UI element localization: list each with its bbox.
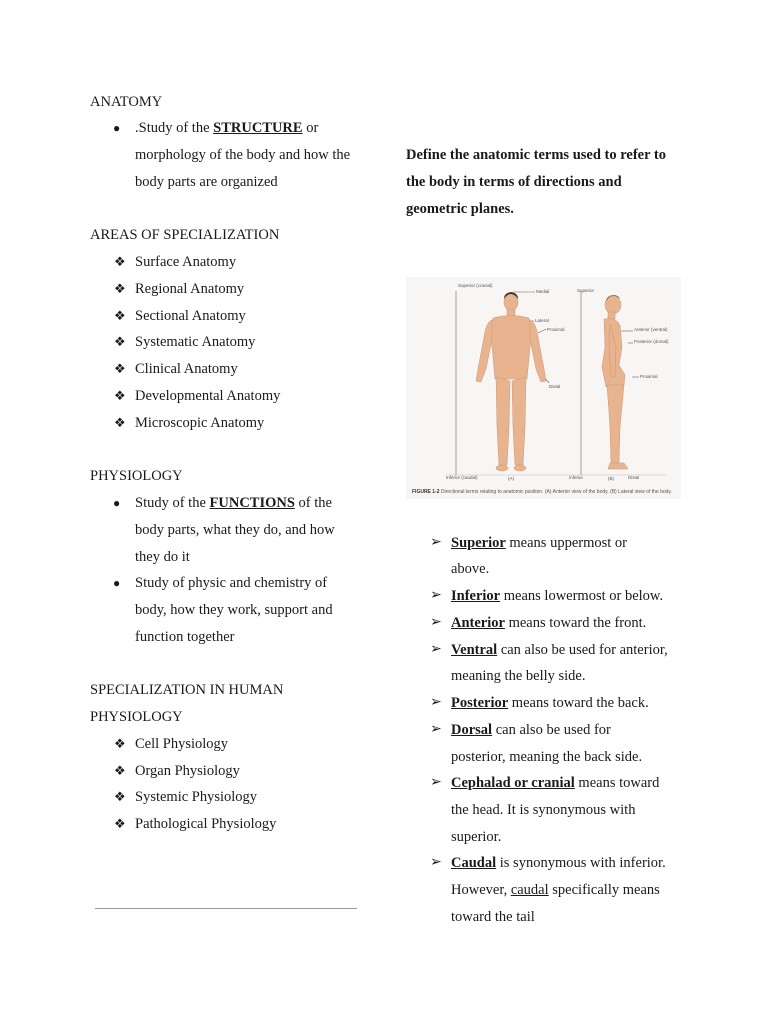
term-ventral-line2: meaning the belly side.	[451, 668, 586, 684]
diamond-bullet: ❖	[114, 334, 126, 349]
physiology-point-2: Study of physic and chemistry of	[135, 575, 328, 591]
arrow-bullet: ➢	[430, 535, 442, 550]
term-text: means toward the back.	[508, 695, 649, 711]
term-keyword: Inferior	[451, 588, 501, 604]
caption-text: Directional terms relating to anatomic position. (A) Anterior view of the body. (B) Lateral view of the body.	[440, 489, 672, 495]
diamond-bullet: ❖	[114, 388, 126, 403]
label-distal: Distal	[549, 384, 561, 389]
diamond-bullet: ❖	[114, 361, 126, 376]
diamond-bullet: ❖	[114, 254, 126, 269]
term-text: means uppermost or	[505, 535, 627, 551]
label-superior-cranial: Superior (cranial)	[458, 283, 493, 288]
anatomy-definition-line3: body parts are organized	[135, 174, 278, 190]
term-cephalad-line3: superior.	[451, 829, 502, 845]
physiology-point-1-line2: body parts, what they do, and how	[135, 522, 335, 538]
term-text: is synonymous with inferior.	[496, 855, 666, 871]
list-item: Microscopic Anatomy	[135, 415, 265, 431]
keyword-structure: STRUCTURE	[213, 120, 303, 136]
keyword-functions: FUNCTIONS	[209, 495, 295, 511]
list-item: Pathological Physiology	[135, 816, 277, 832]
term-text: means lowermost or below.	[500, 588, 664, 604]
term-keyword: Posterior	[451, 695, 509, 711]
intro-line-3: geometric planes.	[406, 201, 514, 217]
diamond-bullet: ❖	[114, 308, 126, 323]
footnote-divider	[95, 908, 357, 909]
term-caudal-line2	[451, 880, 660, 900]
arrow-bullet: ➢	[430, 695, 442, 710]
term-superior	[451, 533, 627, 553]
side-figure	[602, 296, 628, 469]
text-fragment: of the	[294, 495, 332, 511]
underlined-word: caudal	[510, 882, 549, 898]
text-fragment: However,	[451, 882, 511, 898]
bullet-dot: ●	[113, 121, 121, 135]
text-fragment: specifically means	[548, 882, 660, 898]
term-dorsal	[451, 720, 611, 740]
diamond-bullet: ❖	[114, 763, 126, 778]
list-item: Developmental Anatomy	[135, 388, 281, 404]
term-cephalad	[451, 773, 659, 793]
diamond-bullet: ❖	[114, 736, 126, 751]
term-keyword: Ventral	[451, 642, 498, 658]
diamond-bullet: ❖	[114, 281, 126, 296]
label-proximal: Proximal	[547, 327, 565, 332]
text-fragment: Study of the	[135, 495, 210, 511]
list-item: Systematic Anatomy	[135, 334, 256, 350]
anatomy-definition	[135, 118, 318, 138]
label-proximal-b: Proximal	[640, 374, 658, 379]
human-physiology-heading: SPECIALIZATION IN HUMAN	[90, 682, 284, 698]
list-item: Cell Physiology	[135, 736, 229, 752]
label-b: (B)	[608, 476, 614, 481]
arrow-bullet: ➢	[430, 722, 442, 737]
list-item: Regional Anatomy	[135, 281, 245, 297]
arrow-bullet: ➢	[430, 775, 442, 790]
diamond-bullet: ❖	[114, 816, 126, 831]
list-item: Sectional Anatomy	[135, 308, 246, 324]
label-a: (A)	[508, 476, 514, 481]
term-keyword: Dorsal	[451, 722, 493, 738]
diamond-bullet: ❖	[114, 789, 126, 804]
label-posterior-dorsal: Posterior (dorsal)	[634, 339, 669, 344]
anatomic-position-figure	[406, 277, 681, 499]
arrow-bullet: ➢	[430, 855, 442, 870]
term-keyword: Anterior	[451, 615, 505, 631]
term-keyword: Caudal	[451, 855, 497, 871]
term-anterior	[451, 613, 646, 633]
caption-label: FIGURE 1-2	[412, 489, 440, 495]
physiology-point-2-line2: body, how they work, support and	[135, 602, 333, 618]
label-inferior-caudal: Inferior (caudal)	[446, 475, 478, 480]
physiology-point-2-line3: function together	[135, 629, 235, 645]
term-inferior	[451, 586, 663, 606]
arrow-bullet: ➢	[430, 615, 442, 630]
bullet-dot: ●	[113, 496, 121, 510]
list-item: Systemic Physiology	[135, 789, 258, 805]
human-physiology-heading-line2: PHYSIOLOGY	[90, 709, 183, 725]
intro-line-1: Define the anatomic terms used to refer to	[406, 147, 666, 163]
bullet-dot: ●	[113, 576, 121, 590]
term-dorsal-line2: posterior, meaning the back side.	[451, 749, 643, 765]
list-item: Surface Anatomy	[135, 254, 237, 270]
term-text: means toward	[574, 775, 660, 791]
term-keyword: Superior	[451, 535, 506, 551]
physiology-point-1	[135, 493, 332, 513]
term-keyword: Cephalad or cranial	[451, 775, 575, 791]
term-posterior	[451, 693, 649, 713]
anatomy-definition-line2: morphology of the body and how the	[135, 147, 351, 163]
term-superior-line2: above.	[451, 561, 490, 577]
label-medial: Medial	[536, 289, 550, 294]
intro-line-2: the body in terms of directions and	[406, 174, 622, 190]
list-item: Clinical Anatomy	[135, 361, 238, 377]
list-item: Organ Physiology	[135, 763, 240, 779]
physiology-point-1-line3: they do it	[135, 549, 190, 565]
label-distal-b: Distal	[628, 475, 640, 480]
term-ventral	[451, 640, 668, 660]
physiology-heading: PHYSIOLOGY	[90, 468, 183, 484]
term-caudal-line3: toward the tail	[451, 909, 535, 925]
areas-heading: AREAS OF SPECIALIZATION	[90, 227, 280, 243]
arrow-bullet: ➢	[430, 588, 442, 603]
term-text: can also be used for	[492, 722, 611, 738]
label-superior: Superior	[577, 288, 595, 293]
arrow-bullet: ➢	[430, 642, 442, 657]
text-fragment: .Study of the	[135, 120, 214, 136]
label-lateral: Lateral	[535, 318, 549, 323]
anatomy-heading: ANATOMY	[90, 94, 163, 110]
body-illustration	[406, 277, 681, 499]
label-inferior: Inferior	[569, 475, 584, 480]
term-caudal	[451, 853, 666, 873]
text-fragment: or	[302, 120, 319, 136]
term-text: means toward the front.	[504, 615, 647, 631]
term-text: can also be used for anterior,	[497, 642, 668, 658]
diamond-bullet: ❖	[114, 415, 126, 430]
figure-caption	[412, 489, 672, 495]
label-anterior-ventral: Anterior (ventral)	[634, 327, 668, 332]
term-cephalad-line2: the head. It is synonymous with	[451, 802, 636, 818]
